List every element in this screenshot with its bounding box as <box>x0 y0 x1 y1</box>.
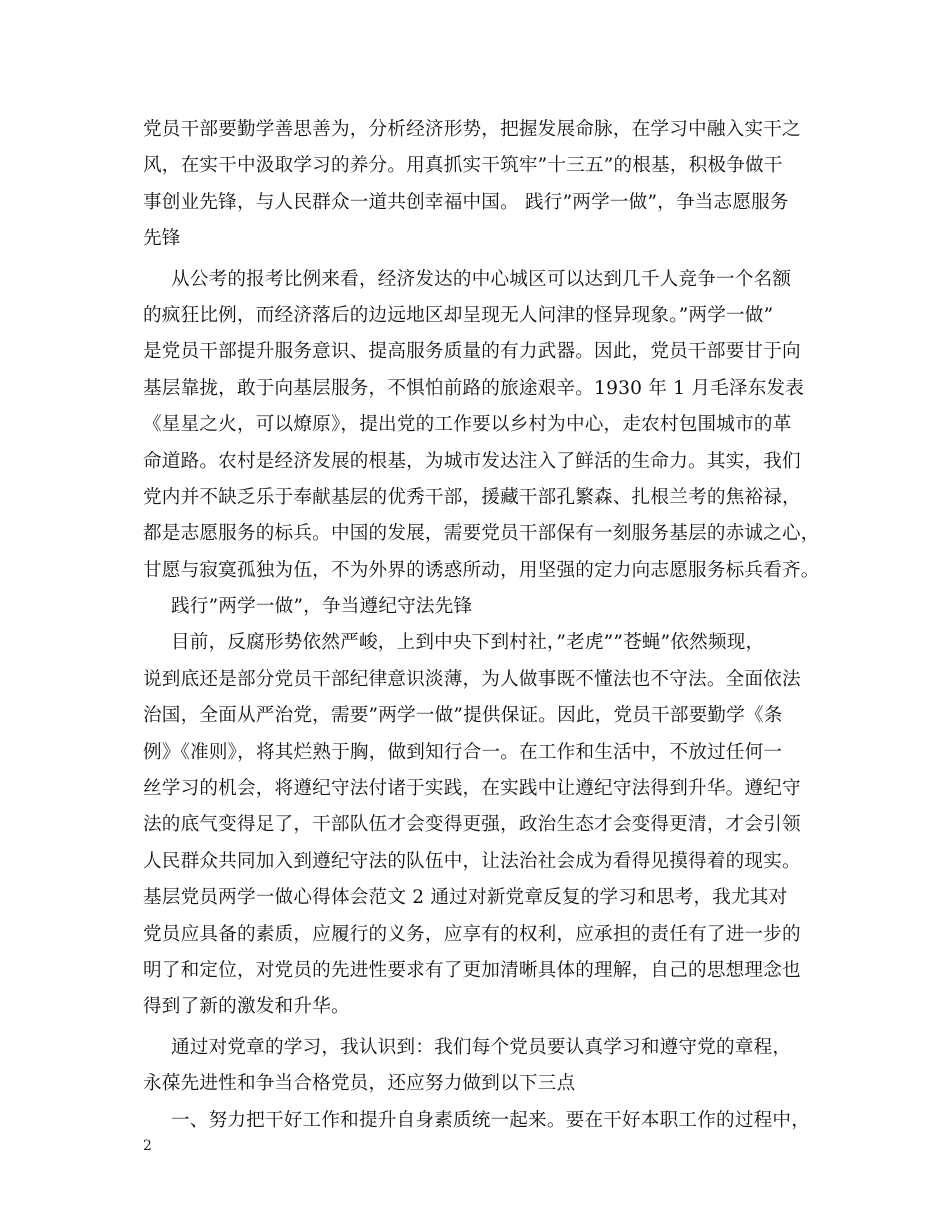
text-line: 基层党员两学一做心得体会范文 2 通过对新党章反复的学习和思考，我尤其对 <box>143 887 788 909</box>
text-line: 说到底还是部分党员干部纪律意识淡薄，为人做事既不懂法也不守法。全面依法 <box>143 668 801 690</box>
section-heading: 践行”两学一做”，争当遵纪守法先锋 <box>171 596 473 618</box>
text-line: 明了和定位，对党员的先进性要求有了更加清晰具体的理解，自己的思想理念也 <box>143 959 801 981</box>
text-line: 例》《准则》，将其烂熟于胸，做到知行合一。在工作和生活中，不放过任何一 <box>143 741 783 763</box>
text-line: 丝学习的机会，将遵纪守法付诸于实践，在实践中让遵纪守法得到升华。遵纪守 <box>143 778 801 800</box>
text-line: 先锋 <box>143 228 181 250</box>
body-text <box>143 112 823 1139</box>
text-line: 党员应具备的素质，应履行的义务，应享有的权利，应承担的责任有了进一步的 <box>143 923 801 945</box>
text-line: 《星星之火，可以燎原》，提出党的工作要以乡村为中心，走农村包围城市的革 <box>143 414 792 436</box>
text-line: 永葆先进性和争当合格党员，还应努力做到以下三点 <box>143 1073 576 1095</box>
text-line: 从公考的报考比例来看，经济发达的中心城区可以达到几千人竞争一个名额 <box>171 268 792 290</box>
text-line: 基层靠拢，敢于向基层服务，不惧怕前路的旅途艰辛。1930 年 1 月毛泽东发表 <box>143 377 805 399</box>
text-line: 法的底气变得足了，干部队伍才会变得更强，政治生态才会变得更清，才会引领 <box>143 814 801 836</box>
text-line: 命道路。农村是经济发展的根基，为城市发达注入了鲜活的生命力。其实，我们 <box>143 450 801 472</box>
text-line: 得到了新的激发和升华。 <box>143 996 350 1018</box>
page-number: 2 <box>143 1138 152 1154</box>
text-line: 甘愿与寂寞孤独为伍，不为外界的诱惑所动，用坚强的定力向志愿服务标兵看齐。 <box>143 559 820 581</box>
text-line: 都是志愿服务的标兵。中国的发展，需要党员干部保有一刻服务基层的赤诚之心， <box>143 523 820 545</box>
text-line: 党员干部要勤学善思善为，分析经济形势，把握发展命脉，在学习中融入实干之 <box>143 119 801 140</box>
text-line: 治国，全面从严治党，需要”两学一做”提供保证。因此，党员干部要勤学《条 <box>143 705 783 727</box>
text-line: 事创业先锋，与人民群众一道共创幸福中国。 践行”两学一做”，争当志愿服务 <box>143 191 789 213</box>
text-line: 的疯狂比例，而经济落后的边远地区却呈现无人问津的怪异现象。”两学一做” <box>143 304 774 326</box>
text-line: 是党员干部提升服务意识、提高服务质量的有力武器。因此，党员干部要甘于向 <box>143 341 801 363</box>
text-line: 党内并不缺乏乐于奉献基层的优秀干部，援藏干部孔繁森、扎根兰考的焦裕禄， <box>143 486 801 508</box>
text-line: 风，在实干中汲取学习的养分。用真抓实干筑牢”十三五”的根基，积极争做干 <box>143 155 783 177</box>
text-line: 通过对党章的学习，我认识到：我们每个党员要认真学习和遵守党的章程， <box>171 1036 792 1058</box>
text-line: 一、努力把干好工作和提升自身素质统一起来。要在干好本职工作的过程中， <box>171 1109 810 1131</box>
text-line: 目前，反腐形势依然严峻，上到中央下到村社，”老虎””苍蝇”依然频现， <box>171 632 765 654</box>
text-line: 人民群众共同加入到遵纪守法的队伍中，让法治社会成为看得见摸得着的现实。 <box>143 850 801 872</box>
